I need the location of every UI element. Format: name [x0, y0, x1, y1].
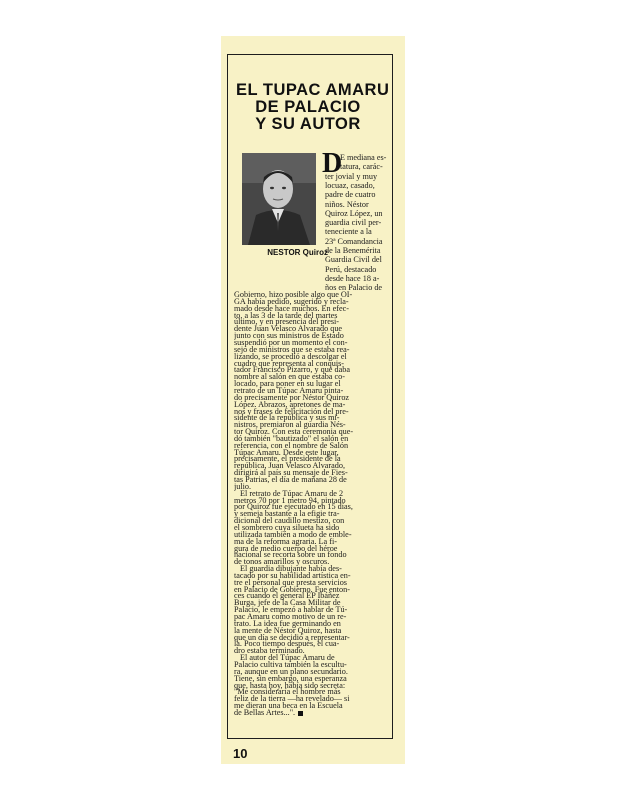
text-line: Quiroz López, un: [325, 208, 383, 218]
text-line: López. Abrazos, apretones de ma-: [234, 399, 346, 409]
text-line: E mediana es-: [340, 153, 387, 162]
text-line: do precisamente por Néstor Quiroz: [234, 392, 350, 402]
text-line: el sombrero cuya silueta ha sido: [234, 522, 340, 532]
text-line: Guardia Civil del: [325, 255, 382, 265]
title-line: EL TUPAC AMARU: [236, 81, 390, 99]
text-line: ra, aunque en un plano secundario.: [234, 666, 348, 676]
text-line: cuadro que representa al conquis-: [234, 358, 345, 368]
text-line: julio.: [234, 481, 252, 491]
author-photo: [242, 153, 316, 245]
text-line: la mente de Néstor Quiroz, hasta: [234, 625, 342, 635]
text-line: nistros, premiaron al guardia Nés-: [234, 420, 346, 430]
text-line: la. Poco tiempo después, el cua-: [234, 639, 340, 649]
text-line: nombre al salón en que estaba co-: [234, 372, 345, 382]
text-line: pac Amaru como motivo de un re-: [234, 612, 347, 621]
text-line: Burga, jefe de la Casa Militar de: [234, 598, 341, 608]
text-line: dro estaba terminado.: [234, 646, 305, 656]
text-line: de la Benemérita: [325, 246, 381, 255]
text-line: me dieran una beca en la Escuela: [234, 701, 343, 711]
text-line: dente Juan Velasco Alvarado que: [234, 324, 343, 334]
text-line: tatura, carác-: [340, 162, 383, 172]
text-line: ter jovial y muy: [325, 171, 378, 181]
text-line: en Palacio de Gobierno. Fue enton-: [234, 584, 350, 594]
text-line: niños. Néstor: [325, 199, 369, 209]
text-line: tas Patrias, el día de mañana 28 de: [234, 475, 347, 484]
text-line: junto con sus ministros de Estado: [234, 331, 344, 341]
text-line: locuaz, casado,: [325, 180, 375, 190]
text-line: El guardia dibujante había des-: [240, 564, 342, 574]
text-line: Perú, destacado: [325, 264, 377, 274]
text-line: utilizada también a modo de emble-: [234, 529, 352, 539]
text-line: que, hasta hoy, había sido secreta:: [234, 680, 346, 690]
text-line: Tiene, sin embargo, una esperanza: [234, 673, 347, 683]
text-line: El retrato de Túpac Amaru de 2: [240, 488, 344, 498]
text-line: guardia civil per-: [325, 218, 382, 228]
text-line: Túpac Amaru. Desde este lugar,: [234, 447, 339, 457]
text-line: último, y en presencia del presi-: [234, 317, 340, 327]
text-line: metros 70 por 1 metro 94, pintado: [234, 495, 346, 505]
text-line: dirigirá al país su mensaje de Fies-: [234, 468, 348, 478]
text-line: locado, para poner en su lugar el: [234, 379, 341, 389]
text-line: trato. La idea fue germinando en: [234, 618, 341, 628]
text-line: de tonos amarillos y oscuros.: [234, 557, 330, 567]
text-line: nos y frases de felicitación del pre-: [234, 406, 349, 416]
text-line: suspendió por un momento el con-: [234, 338, 348, 347]
text-line: 23ª Comandancia: [325, 236, 383, 246]
title-line: DE PALACIO: [255, 98, 361, 116]
text-line: Palacio, le empezó a hablar de Tú-: [234, 605, 348, 615]
text-line: gura de medio cuerpo del héroe: [234, 543, 338, 553]
text-line: retrato de un Túpac Amaru pinta-: [234, 385, 344, 395]
text-line: referencia, con el nombre de Salón: [234, 440, 349, 450]
text-line: Palacio cultiva también la escultu-: [234, 659, 347, 669]
text-line: sidente de la república y sus mi-: [234, 413, 340, 423]
text-line: desde hace 18 a-: [325, 273, 380, 283]
text-line: dicional del caudillo mestizo, con: [234, 516, 345, 526]
article-frame: [227, 54, 393, 739]
text-line: ma de la reforma agraria. La fi-: [234, 536, 337, 546]
text-line: precisamente, el presidente de la: [234, 454, 341, 464]
text-line: de Bellas Artes...".: [234, 708, 386, 718]
text-line: por Quiroz fue ejecutado en 15 días,: [234, 502, 353, 512]
text-line: tacado por su habilidad artística en-: [234, 570, 351, 580]
text-line: El autor del Túpac Amaru de: [240, 653, 335, 663]
text-line: teneciente a la: [325, 227, 372, 237]
text-line: feliz de la tierra —ha revelado— si: [234, 694, 350, 704]
end-mark-icon: [298, 711, 303, 716]
text-line: república, Juan Velasco Alvarado,: [234, 461, 346, 471]
text-line: ños en Palacio de: [325, 283, 383, 293]
text-line: tre el personal que presta servicios: [234, 577, 347, 587]
text-line: Gobierno, hizo posible algo que OI-: [234, 290, 353, 300]
text-line: dó también "bautizado" el salón en: [234, 433, 349, 443]
photo-caption: NESTOR Quiroz: [267, 248, 328, 257]
text-line: padre de cuatro: [325, 190, 376, 200]
drop-cap: D: [322, 148, 343, 179]
title-line: Y SU AUTOR: [255, 115, 361, 133]
text-line: tador Francisco Pizarro, y que daba: [234, 365, 350, 375]
text-line: sejo de ministros que se estaba rea-: [234, 344, 350, 354]
text-line: nacional se recorta sobre un fondo: [234, 550, 347, 560]
article-title: [236, 81, 390, 133]
text-line: que un día se decidió a representar-: [234, 632, 350, 642]
text-line: lizando, se procedió a descolgar el: [234, 351, 347, 361]
text-line: mado desde hace muchos. En efec-: [234, 303, 350, 313]
text-line: GA había pedido, sugerido y recla-: [234, 296, 349, 306]
text-line: tor Quiroz. Con esta ceremonia que-: [234, 427, 354, 437]
text-line: y semeja bastante a la efigie tra-: [234, 509, 340, 519]
text-line: "Me consideraría el hombre más: [234, 687, 341, 697]
magazine-clipping: [221, 36, 405, 764]
text-line: to, a las 3 de la tarde del martes: [234, 310, 338, 320]
page-number: 10: [233, 746, 248, 761]
text-line: ces cuando el general EP Ibáñez: [234, 591, 340, 601]
